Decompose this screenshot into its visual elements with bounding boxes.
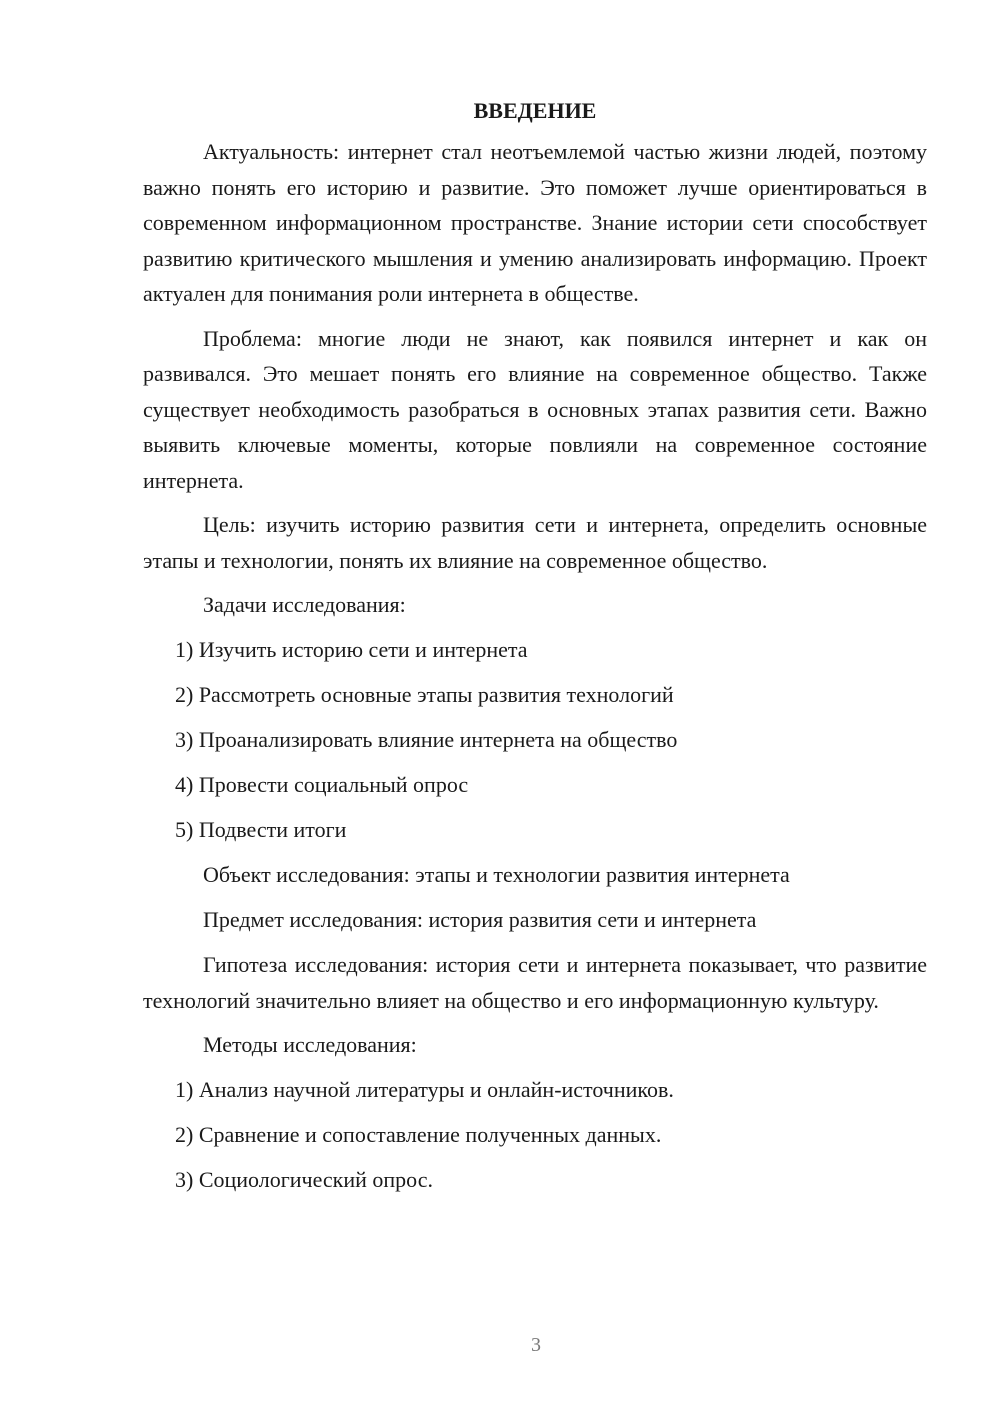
task-item: 2) Рассмотреть основные этапы развития технологий — [175, 682, 674, 707]
task-item: 3) Проанализировать влияние интернета на общество — [175, 727, 678, 752]
research-subject: Предмет исследования: история развития сети и интернета — [203, 907, 757, 932]
task-item: 1) Изучить историю сети и интернета — [175, 637, 528, 662]
page-number: 3 — [531, 1334, 541, 1356]
method-item: 1) Анализ научной литературы и онлайн-источников. — [175, 1077, 674, 1102]
task-item: 4) Провести социальный опрос — [175, 772, 469, 797]
research-object: Объект исследования: этапы и технологии развития интернета — [203, 862, 790, 887]
relevance-paragraph: Актуальность: интернет стал неотъемлемой частью жизни людей, поэтому важно понять его историю и развитие. Это поможет лучше ориентироваться в современном информационном пространстве. Знание истории сети способствует развитию критического мышления и умению анализировать информацию. Проект актуален для понимания роли интернета в обществе. — [143, 139, 927, 306]
method-item: 3) Социологический опрос. — [175, 1167, 433, 1192]
goal-paragraph: Цель: изучить историю развития сети и интернета, определить основные этапы и технологии, понять их влияние на современное общество. — [143, 512, 927, 573]
hypothesis-paragraph: Гипотеза исследования: история сети и интернета показывает, что развитие технологий значительно влияет на общество и его информационную культуру. — [143, 952, 927, 1013]
task-item: 5) Подвести итоги — [175, 817, 347, 842]
tasks-heading: Задачи исследования: — [203, 592, 406, 617]
methods-heading: Методы исследования: — [203, 1032, 417, 1057]
page-content — [143, 93, 927, 1207]
page-title: ВВЕДЕНИЕ — [473, 98, 597, 123]
method-item: 2) Сравнение и сопоставление полученных данных. — [175, 1122, 662, 1147]
problem-paragraph: Проблема: многие люди не знают, как появился интернет и как он развивался. Это мешает понять его влияние на современное общество. Также существует необходимость разобраться в основных этапах развития сети. Важно выявить ключевые моменты, которые повлияли на современное состояние интернета. — [143, 325, 927, 493]
